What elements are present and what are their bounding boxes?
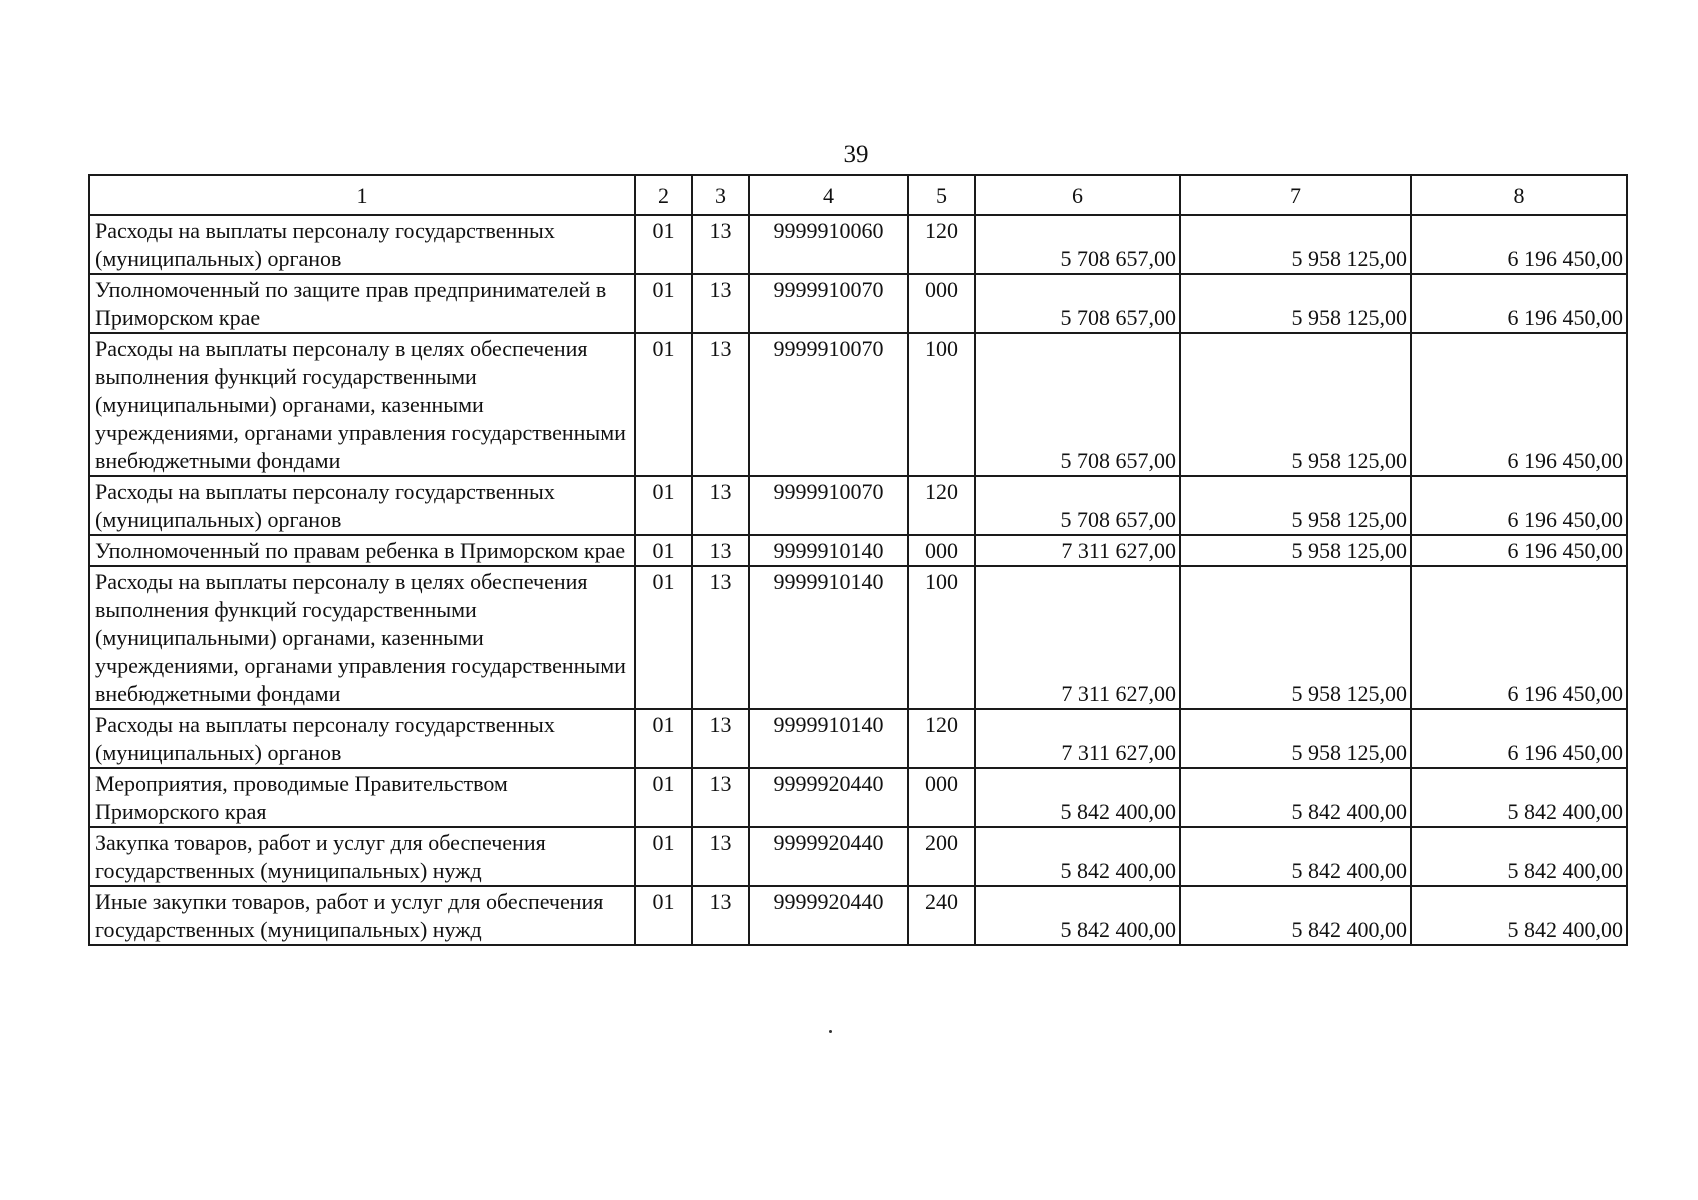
- row-amount-col6: 7 311 627,00: [975, 709, 1180, 768]
- row-amount-col8: 5 842 400,00: [1411, 768, 1627, 827]
- row-subsection-code: 13: [692, 768, 749, 827]
- row-subsection-code: 13: [692, 827, 749, 886]
- row-name: Мероприятия, проводимые Правительством Приморского края: [89, 768, 635, 827]
- row-target-code: 9999910140: [749, 709, 908, 768]
- header-cell-6: 6: [975, 175, 1180, 215]
- row-section-code: 01: [635, 709, 692, 768]
- row-name: Расходы на выплаты персоналу в целях обеспечения выполнения функций государственными (муниципальными) органами, казенными учреждениями, органами управления государственными внебюджетными фондами: [89, 566, 635, 709]
- row-amount-col7: 5 958 125,00: [1180, 333, 1411, 476]
- row-expense-type-code: 120: [908, 215, 975, 274]
- row-amount-col8: 5 842 400,00: [1411, 886, 1627, 945]
- row-expense-type-code: 120: [908, 476, 975, 535]
- row-target-code: 9999910070: [749, 476, 908, 535]
- row-target-code: 9999920440: [749, 827, 908, 886]
- row-name: Расходы на выплаты персоналу государственных (муниципальных) органов: [89, 709, 635, 768]
- row-amount-col8: 6 196 450,00: [1411, 535, 1627, 566]
- row-expense-type-code: 200: [908, 827, 975, 886]
- table-row: [89, 274, 1627, 333]
- row-subsection-code: 13: [692, 215, 749, 274]
- header-cell-2: 2: [635, 175, 692, 215]
- header-row: [89, 175, 1627, 215]
- table-row: [89, 215, 1627, 274]
- row-amount-col6: 5 708 657,00: [975, 333, 1180, 476]
- row-amount-col6: 7 311 627,00: [975, 535, 1180, 566]
- row-amount-col6: 5 842 400,00: [975, 886, 1180, 945]
- header-cell-5: 5: [908, 175, 975, 215]
- header-cell-3: 3: [692, 175, 749, 215]
- row-expense-type-code: 000: [908, 274, 975, 333]
- row-expense-type-code: 000: [908, 535, 975, 566]
- row-name: Уполномоченный по правам ребенка в Приморском крае: [89, 535, 635, 566]
- row-section-code: 01: [635, 886, 692, 945]
- row-amount-col6: 5 708 657,00: [975, 476, 1180, 535]
- row-subsection-code: 13: [692, 566, 749, 709]
- row-section-code: 01: [635, 768, 692, 827]
- header-cell-7: 7: [1180, 175, 1411, 215]
- scan-speck: [829, 1030, 832, 1033]
- row-amount-col6: 5 842 400,00: [975, 768, 1180, 827]
- row-amount-col8: 6 196 450,00: [1411, 566, 1627, 709]
- page-number: 39: [843, 141, 869, 168]
- row-amount-col7: 5 958 125,00: [1180, 709, 1411, 768]
- row-target-code: 9999910070: [749, 333, 908, 476]
- budget-table: [88, 174, 1628, 946]
- table-row: [89, 886, 1627, 945]
- table-row: [89, 333, 1627, 476]
- header-cell-1: 1: [89, 175, 635, 215]
- header-cell-8: 8: [1411, 175, 1627, 215]
- row-subsection-code: 13: [692, 709, 749, 768]
- row-amount-col7: 5 958 125,00: [1180, 535, 1411, 566]
- row-target-code: 9999910070: [749, 274, 908, 333]
- table-row: [89, 566, 1627, 709]
- row-amount-col8: 6 196 450,00: [1411, 476, 1627, 535]
- row-expense-type-code: 000: [908, 768, 975, 827]
- row-expense-type-code: 120: [908, 709, 975, 768]
- row-expense-type-code: 240: [908, 886, 975, 945]
- row-target-code: 9999920440: [749, 886, 908, 945]
- row-amount-col7: 5 958 125,00: [1180, 566, 1411, 709]
- row-amount-col7: 5 842 400,00: [1180, 827, 1411, 886]
- row-amount-col7: 5 958 125,00: [1180, 274, 1411, 333]
- row-target-code: 9999910140: [749, 566, 908, 709]
- table-row: [89, 535, 1627, 566]
- row-amount-col8: 6 196 450,00: [1411, 333, 1627, 476]
- row-subsection-code: 13: [692, 535, 749, 566]
- row-amount-col6: 5 708 657,00: [975, 274, 1180, 333]
- row-expense-type-code: 100: [908, 566, 975, 709]
- row-target-code: 9999920440: [749, 768, 908, 827]
- row-section-code: 01: [635, 274, 692, 333]
- row-subsection-code: 13: [692, 886, 749, 945]
- row-subsection-code: 13: [692, 476, 749, 535]
- row-section-code: 01: [635, 827, 692, 886]
- row-amount-col8: 6 196 450,00: [1411, 215, 1627, 274]
- row-amount-col6: 7 311 627,00: [975, 566, 1180, 709]
- row-subsection-code: 13: [692, 333, 749, 476]
- row-amount-col8: 6 196 450,00: [1411, 709, 1627, 768]
- row-name: Расходы на выплаты персоналу в целях обеспечения выполнения функций государственными (муниципальными) органами, казенными учреждениями, органами управления государственными внебюджетными фондами: [89, 333, 635, 476]
- header-cell-4: 4: [749, 175, 908, 215]
- row-target-code: 9999910060: [749, 215, 908, 274]
- row-name: Иные закупки товаров, работ и услуг для обеспечения государственных (муниципальных) нужд: [89, 886, 635, 945]
- row-target-code: 9999910140: [749, 535, 908, 566]
- row-amount-col7: 5 842 400,00: [1180, 768, 1411, 827]
- row-expense-type-code: 100: [908, 333, 975, 476]
- row-amount-col7: 5 842 400,00: [1180, 886, 1411, 945]
- table-row: [89, 827, 1627, 886]
- table-row: [89, 709, 1627, 768]
- row-name: Расходы на выплаты персоналу государственных (муниципальных) органов: [89, 215, 635, 274]
- row-amount-col6: 5 708 657,00: [975, 215, 1180, 274]
- table-row: [89, 768, 1627, 827]
- row-name: Уполномоченный по защите прав предпринимателей в Приморском крае: [89, 274, 635, 333]
- row-section-code: 01: [635, 476, 692, 535]
- row-amount-col8: 5 842 400,00: [1411, 827, 1627, 886]
- row-name: Закупка товаров, работ и услуг для обеспечения государственных (муниципальных) нужд: [89, 827, 635, 886]
- row-section-code: 01: [635, 333, 692, 476]
- row-amount-col7: 5 958 125,00: [1180, 215, 1411, 274]
- row-subsection-code: 13: [692, 274, 749, 333]
- row-name: Расходы на выплаты персоналу государственных (муниципальных) органов: [89, 476, 635, 535]
- row-section-code: 01: [635, 215, 692, 274]
- row-amount-col7: 5 958 125,00: [1180, 476, 1411, 535]
- row-amount-col8: 6 196 450,00: [1411, 274, 1627, 333]
- row-amount-col6: 5 842 400,00: [975, 827, 1180, 886]
- row-section-code: 01: [635, 535, 692, 566]
- row-section-code: 01: [635, 566, 692, 709]
- table-row: [89, 476, 1627, 535]
